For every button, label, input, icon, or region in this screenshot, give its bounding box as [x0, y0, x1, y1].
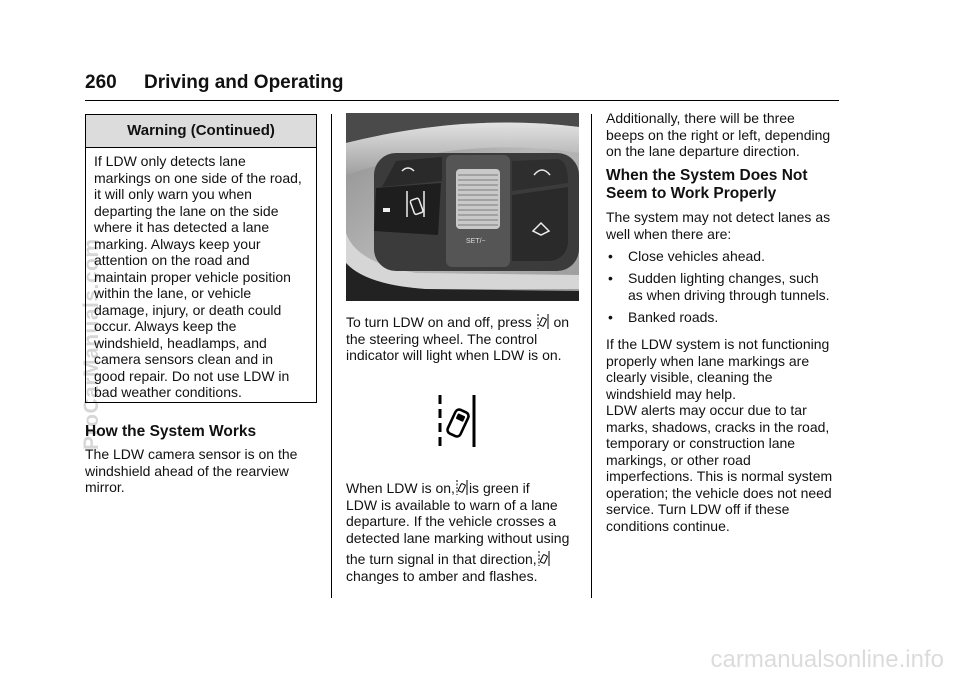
page-header — [85, 70, 839, 101]
warning-line: where it has detected a lane — [94, 219, 270, 235]
page-number: 260 — [85, 72, 117, 93]
may-not-detect-text — [606, 209, 851, 242]
false-alerts-text — [606, 402, 851, 534]
warning-line: it will only warn you when — [94, 186, 252, 202]
text-line: properly when lane markings are — [606, 352, 810, 369]
warning-title: Warning (Continued) — [86, 115, 316, 148]
text-line: as when driving through tunnels. — [628, 286, 830, 303]
warning-line: damage, injury, or death could — [94, 301, 282, 318]
text-line: Additionally, there will be three — [606, 110, 795, 126]
text-fragment: is green if — [468, 480, 530, 496]
warning-line: bad weather conditions. — [94, 384, 242, 400]
text-fragment: When LDW is on, — [346, 480, 455, 496]
text-line: markings, or other road — [606, 451, 751, 468]
warning-line: markings on one side of the road, — [94, 169, 302, 186]
footer-watermark: carmanualsonline.info — [710, 646, 944, 673]
text-line: windshield may help. — [606, 385, 736, 402]
text-line: departure. If the vehicle crosses a — [346, 513, 557, 529]
text-line: indicator will light when LDW is on. — [346, 347, 562, 363]
turn-on-instructions — [346, 313, 586, 364]
text-line: service. Turn LDW off if these — [606, 501, 790, 517]
lane-departure-warning-icon — [537, 313, 549, 330]
bullet-dot: • — [608, 248, 613, 264]
warning-box — [85, 114, 317, 403]
text-line: LDW is available to warn of a lane — [346, 496, 558, 513]
text-line — [346, 550, 586, 568]
heading-line: When the System Does Not — [606, 167, 808, 184]
text-line: mirror. — [85, 479, 125, 495]
bullet-text: Banked roads. — [628, 309, 719, 325]
text-line: the steering wheel. The control — [346, 330, 538, 347]
warning-line: marking. Always keep your — [94, 235, 261, 252]
text-line: changes to amber and flashes. — [346, 567, 538, 584]
text-line: conditions continue. — [606, 517, 730, 534]
warning-line: camera sensors clean and in — [94, 351, 273, 367]
indicator-description — [346, 479, 586, 584]
side-watermark: ProCarManuals.com — [80, 238, 103, 450]
warning-line: within the lane, or vehicle — [94, 285, 252, 301]
text-line: on the lane departure direction. — [606, 143, 800, 159]
text-fragment: To turn LDW on and off, press — [346, 314, 532, 330]
lane-departure-warning-icon — [538, 550, 550, 567]
bullet-text: Close vehicles ahead. — [628, 248, 765, 264]
text-line: marks, shadows, cracks in the road, — [606, 418, 830, 435]
text-line: temporary or construction lane — [606, 435, 796, 451]
text-line: The system may not detect lanes as — [606, 209, 831, 225]
warning-line: departing the lane on the side — [94, 202, 279, 219]
heading-line: Seem to Work Properly — [606, 185, 777, 202]
text-fragment: the turn signal in that direction, — [346, 551, 537, 567]
text-line — [346, 479, 586, 497]
text-line: well when there are: — [606, 225, 732, 242]
warning-line: attention on the road and — [94, 252, 250, 268]
section-title: Driving and Operating — [144, 72, 344, 93]
bullet-dot: • — [608, 270, 613, 286]
lane-departure-warning-icon — [436, 393, 480, 449]
warning-line: If LDW only detects lane — [94, 153, 246, 169]
text-line: detected lane marking without using — [346, 529, 570, 546]
text-fragment: on — [553, 314, 570, 330]
text-line — [346, 313, 586, 331]
warning-body — [86, 148, 316, 401]
text-line: imperfections. This is normal system — [606, 468, 833, 484]
troubleshooting-heading — [606, 167, 851, 203]
how-system-works-heading: How the System Works — [85, 423, 257, 440]
warning-line: good repair. Do not use LDW in — [94, 367, 290, 384]
text-line: windshield ahead of the rearview — [85, 462, 289, 479]
bullet-text — [628, 270, 848, 303]
text-line: Sudden lighting changes, such — [628, 270, 819, 286]
column-divider — [331, 114, 332, 598]
text-line: clearly visible, cleaning the — [606, 369, 773, 385]
lane-departure-warning-icon — [456, 479, 468, 496]
how-system-works-text — [85, 446, 325, 496]
text-line: LDW alerts may occur due to tar — [606, 402, 807, 418]
text-line: If the LDW system is not functioning — [606, 336, 830, 352]
text-line: operation; the vehicle does not need — [606, 484, 832, 501]
not-functioning-text — [606, 336, 851, 402]
steering-wheel-controls-photo — [346, 113, 579, 301]
beep-description — [606, 110, 851, 160]
warning-line: maintain proper vehicle position — [94, 268, 291, 285]
set-minus-label: SET/− — [466, 238, 486, 245]
text-line: beeps on the right or left, depending — [606, 126, 831, 143]
column-divider — [591, 114, 592, 598]
warning-line: occur. Always keep the — [94, 318, 237, 334]
text-line: The LDW camera sensor is on the — [85, 446, 298, 462]
warning-line: windshield, headlamps, and — [94, 334, 267, 351]
bullet-dot: • — [608, 309, 613, 325]
